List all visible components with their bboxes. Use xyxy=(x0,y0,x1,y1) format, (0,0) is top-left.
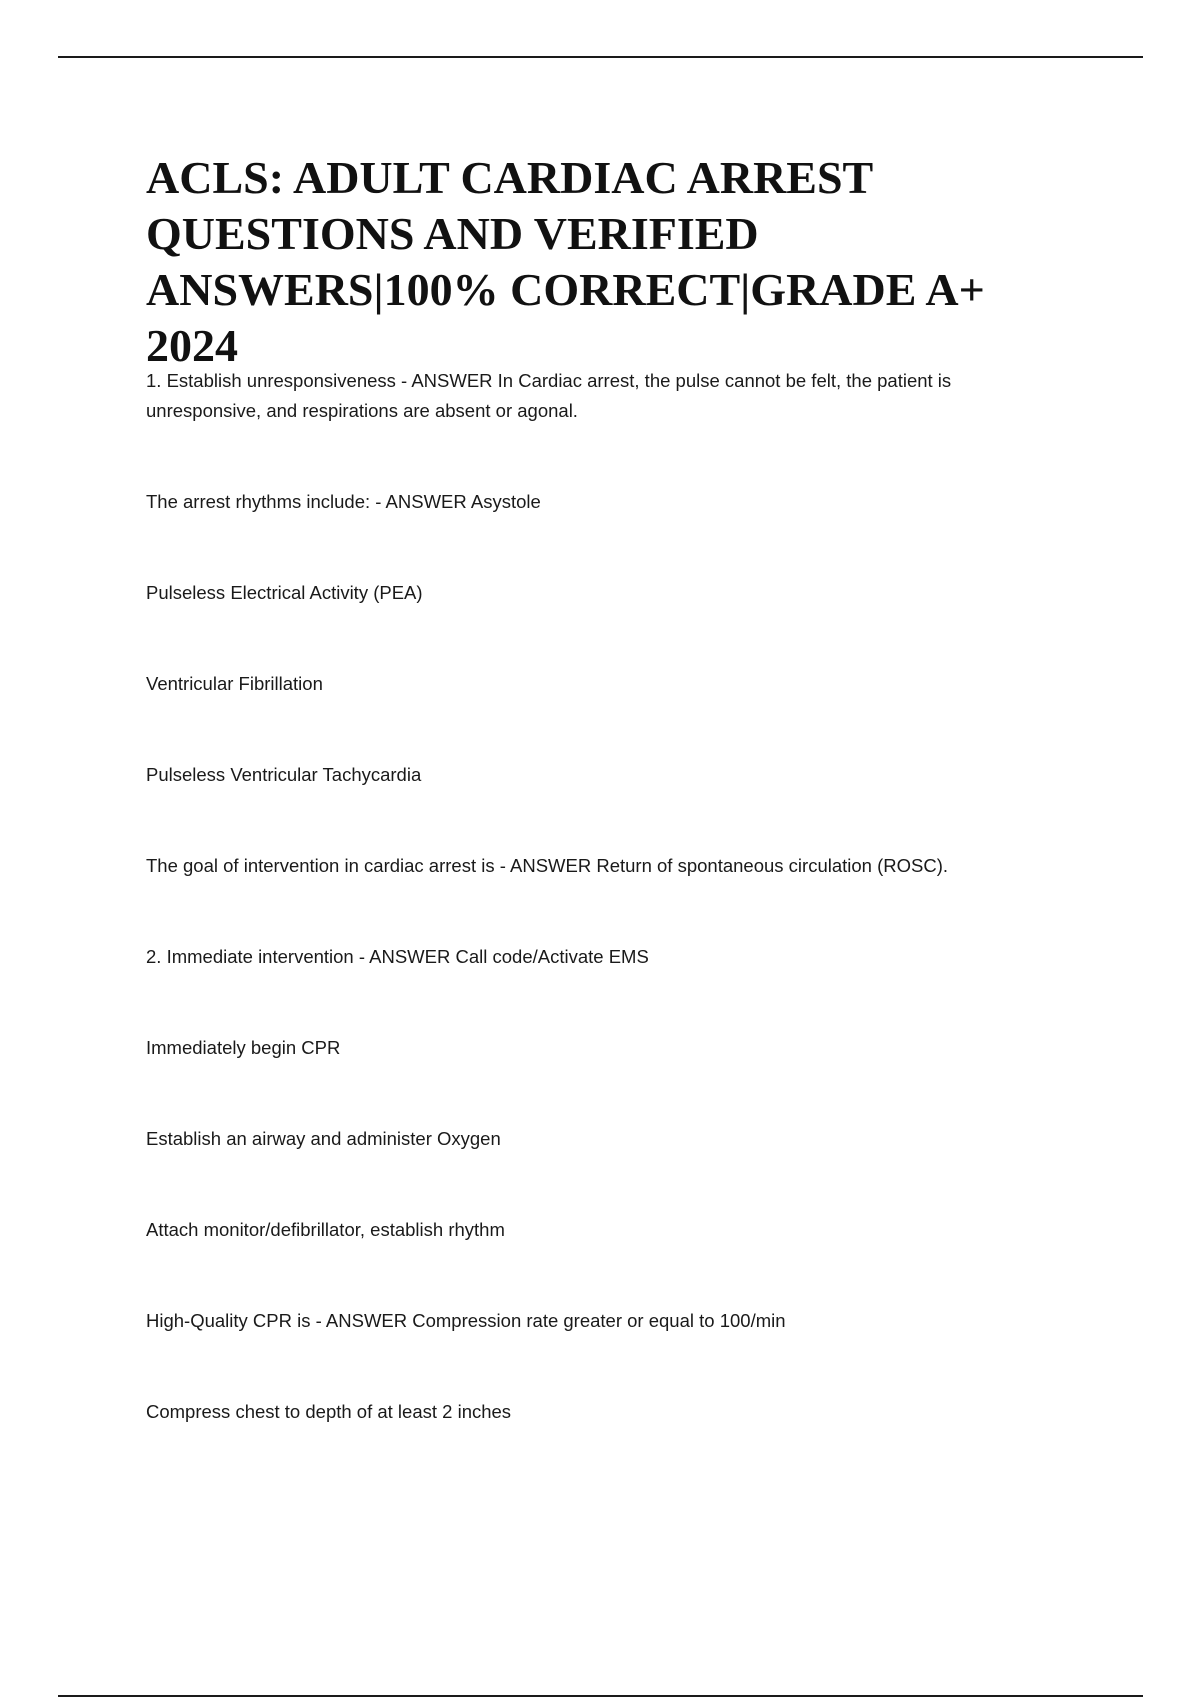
paragraph-attach-monitor: Attach monitor/defibrillator, establish rhythm xyxy=(146,1219,505,1240)
paragraph-ventricular-fibrillation: Ventricular Fibrillation xyxy=(146,673,323,694)
paragraph-goal-of-intervention: The goal of intervention in cardiac arrest is - ANSWER Return of spontaneous circulation (ROSC). xyxy=(146,855,949,876)
paragraph-pulseless-vt: Pulseless Ventricular Tachycardia xyxy=(146,764,422,785)
header-rule xyxy=(58,56,1143,58)
document-title: ACLS: ADULT CARDIAC ARREST QUESTIONS AND VERIFIED ANSWERS|100% CORRECT|GRADE A+ 2024 xyxy=(146,152,985,371)
paragraph-airway-oxygen: Establish an airway and administer Oxygen xyxy=(146,1128,501,1149)
footer-rule xyxy=(58,1695,1143,1697)
paragraph-pea: Pulseless Electrical Activity (PEA) xyxy=(146,582,423,603)
paragraph-immediate-intervention: 2. Immediate intervention - ANSWER Call code/Activate EMS xyxy=(146,946,649,967)
paragraph-high-quality-cpr: High-Quality CPR is - ANSWER Compression rate greater or equal to 100/min xyxy=(146,1310,786,1331)
paragraph-compression-depth: Compress chest to depth of at least 2 inches xyxy=(146,1401,512,1422)
paragraph-begin-cpr: Immediately begin CPR xyxy=(146,1037,341,1058)
paragraph-arrest-rhythms: The arrest rhythms include: - ANSWER Asystole xyxy=(146,491,541,512)
paragraph-establish-unresponsiveness: 1. Establish unresponsiveness - ANSWER In Cardiac arrest, the pulse cannot be felt, the patient is unresponsive, and respirations are absent or agonal. xyxy=(146,370,952,421)
